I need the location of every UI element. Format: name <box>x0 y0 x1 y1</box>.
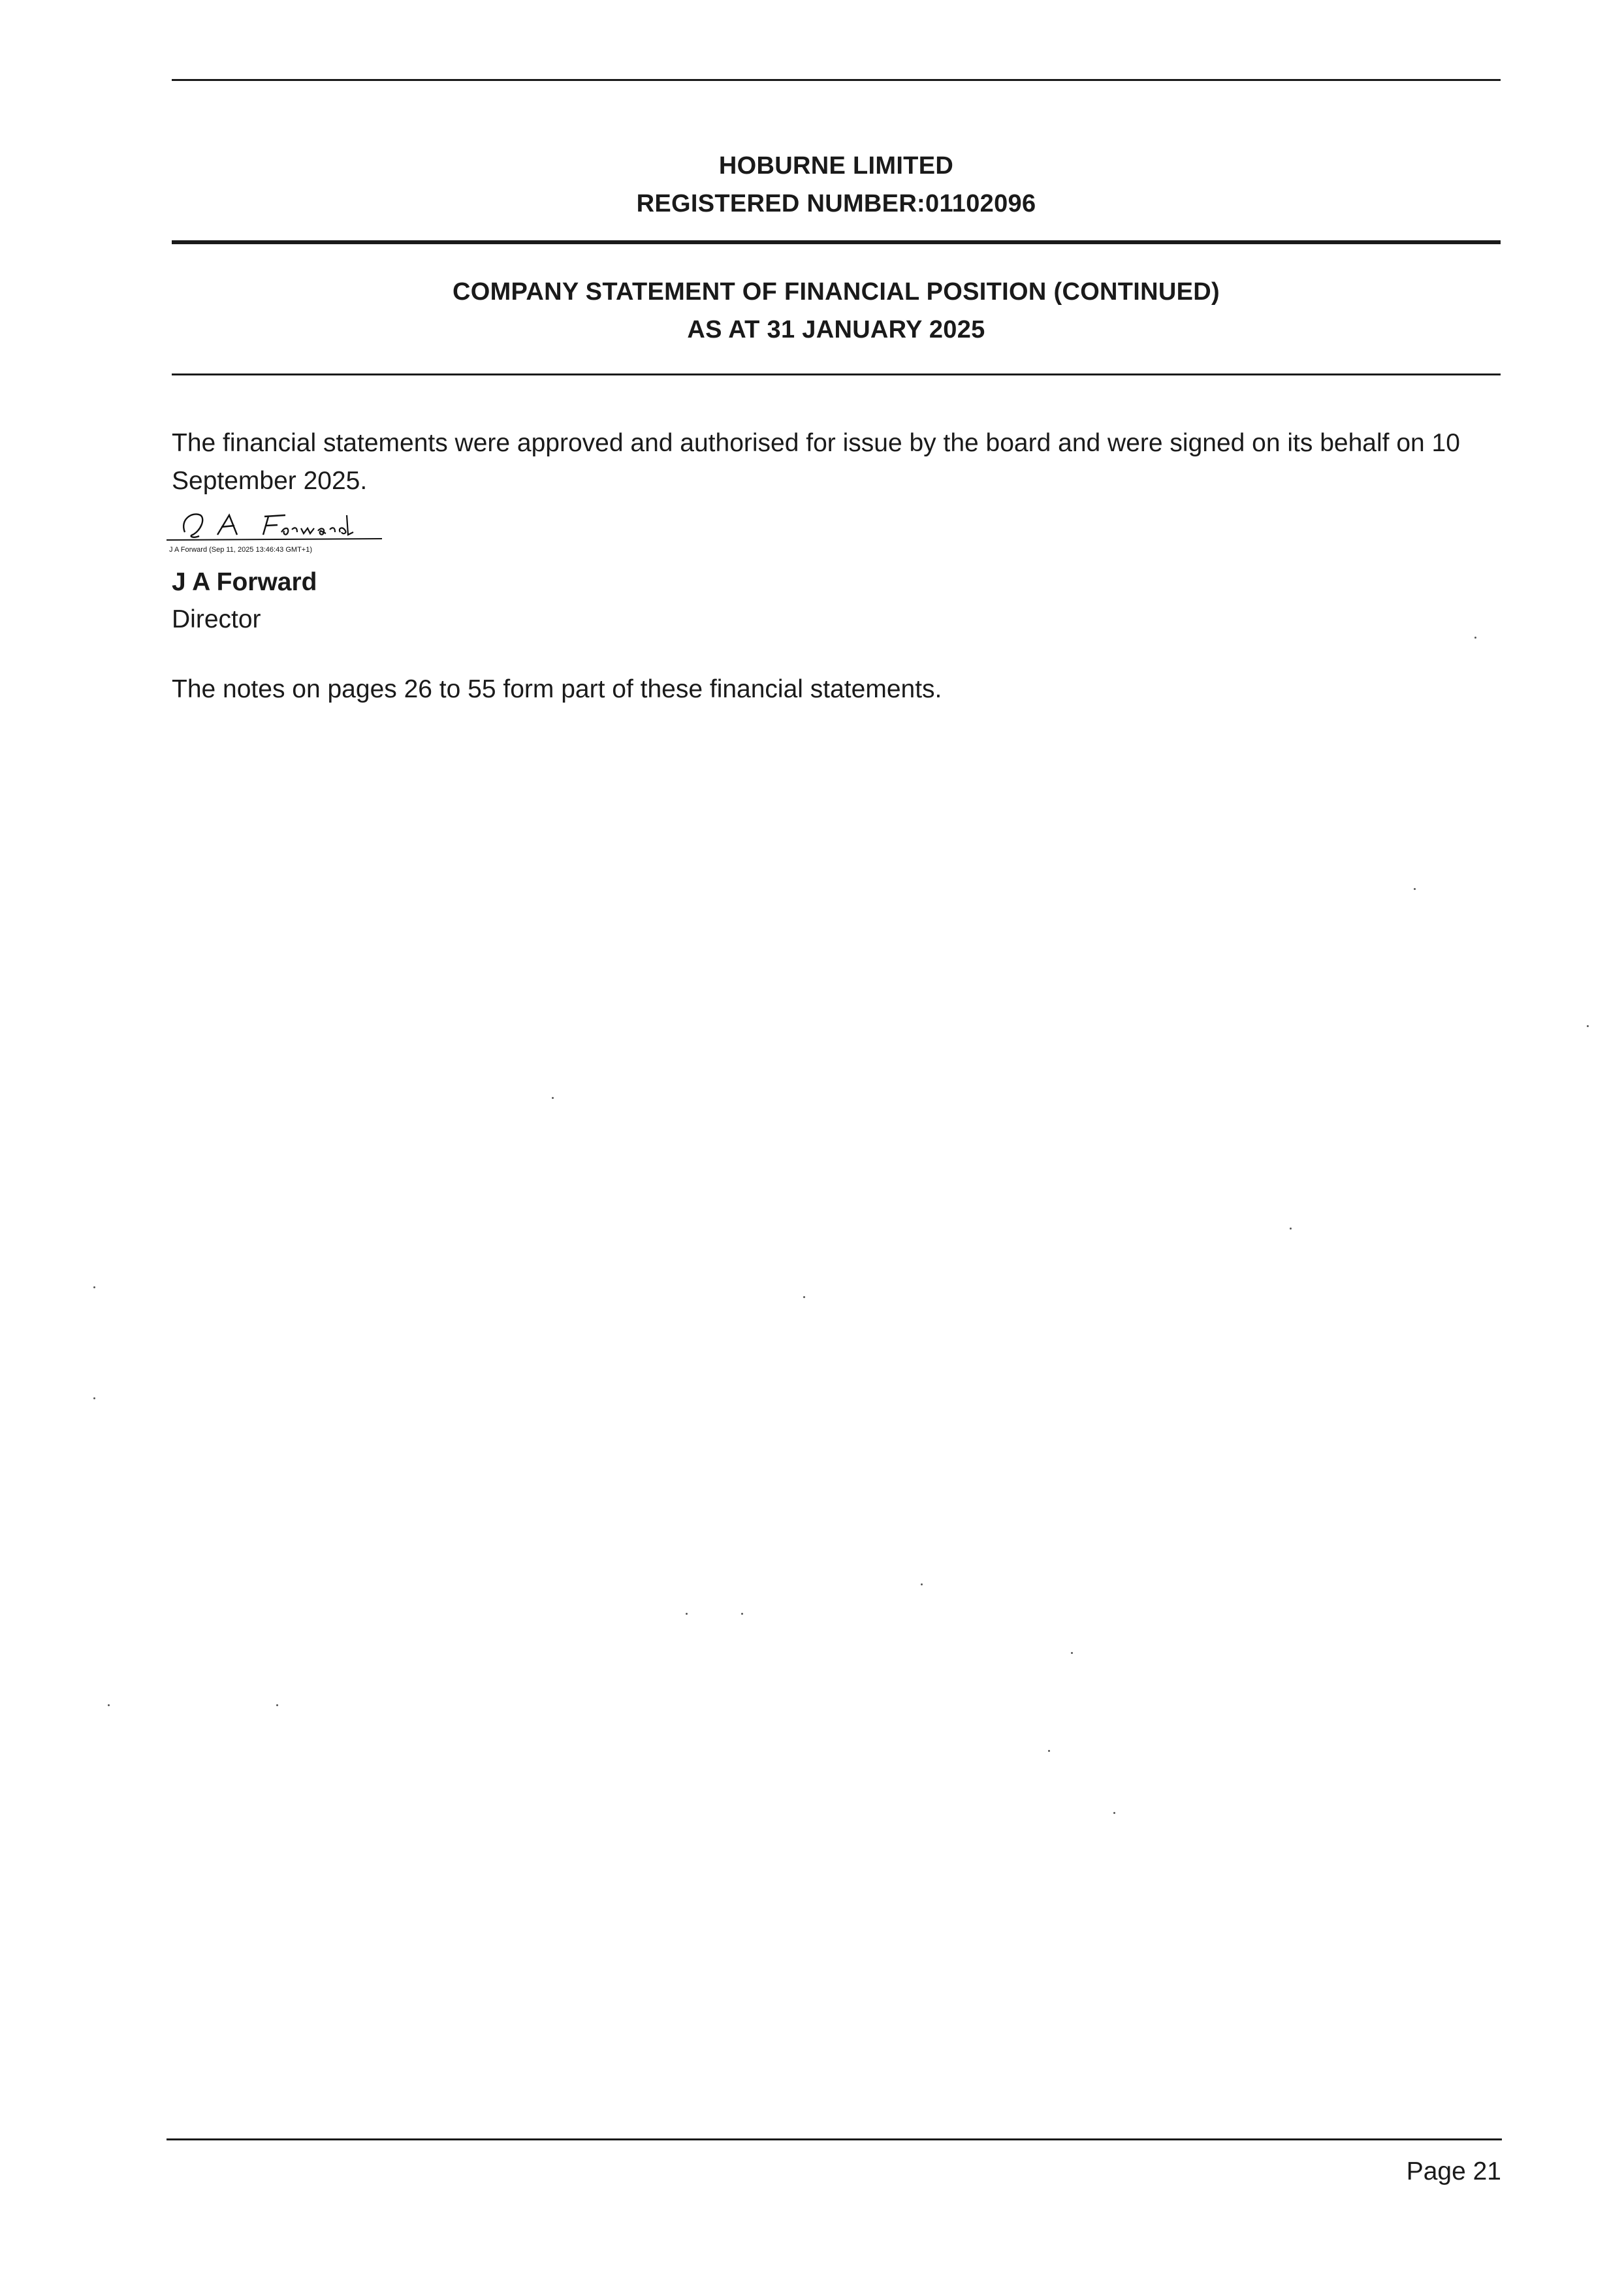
registered-number: REGISTERED NUMBER:01102096 <box>636 190 1036 217</box>
scan-speck <box>552 1097 554 1099</box>
scan-speck <box>276 1704 278 1706</box>
scan-speck <box>921 1583 923 1585</box>
scan-speck <box>1474 637 1476 639</box>
scan-speck <box>1290 1228 1292 1230</box>
signature-caption: J A Forward (Sep 11, 2025 13:46:43 GMT+1) <box>169 546 313 554</box>
scan-speck <box>1048 1750 1050 1752</box>
scan-speck <box>1414 888 1416 890</box>
statement-date: AS AT 31 JANUARY 2025 <box>687 316 985 343</box>
scan-speck <box>93 1286 95 1288</box>
scan-speck <box>686 1613 688 1615</box>
scan-speck <box>803 1296 805 1298</box>
signature-scribble <box>167 506 408 545</box>
top-rule <box>172 79 1501 81</box>
signer-name: J A Forward <box>172 568 317 596</box>
scan-speck <box>108 1704 110 1706</box>
scan-speck <box>1587 1025 1589 1027</box>
scan-speck <box>1071 1652 1073 1654</box>
approval-paragraph: The financial statements were approved and authorised for issue by the board and were signed on its behalf on 10 September 2025. <box>172 429 1460 495</box>
scan-speck <box>741 1613 743 1615</box>
statement-title: COMPANY STATEMENT OF FINANCIAL POSITION (CONTINUED) <box>453 278 1220 306</box>
page-number: Page 21 <box>1406 2157 1501 2185</box>
director-signature <box>167 506 408 558</box>
footer-rule <box>167 2138 1502 2140</box>
header-rule <box>172 240 1501 244</box>
heading-rule <box>172 373 1501 375</box>
signer-role: Director <box>172 605 261 633</box>
statement-heading <box>172 273 1501 349</box>
company-header <box>172 147 1501 223</box>
scan-speck <box>1113 1812 1115 1814</box>
company-name: HOBURNE LIMITED <box>718 152 954 180</box>
scan-speck <box>93 1397 95 1399</box>
notes-reference: The notes on pages 26 to 55 form part of these financial statements. <box>172 675 942 703</box>
